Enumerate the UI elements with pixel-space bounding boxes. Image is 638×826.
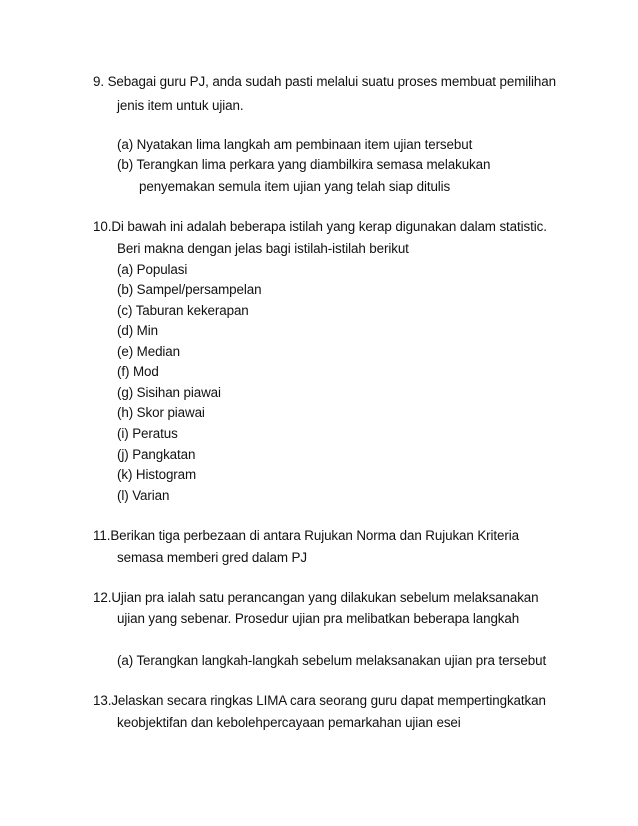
q13-line-2: keobjektifan dan kebolehpercayaan pemarkahan ujian esei [117, 715, 461, 730]
q10-item-e: (e) Median [117, 344, 181, 359]
q10-line-1: 10.Di bawah ini adalah beberapa istilah yang kerap digunakan dalam statistic. [93, 219, 547, 234]
q12-line-2: ujian yang sebenar. Prosedur ujian pra melibatkan beberapa langkah [117, 611, 520, 626]
q10-item-l: (l) Varian [117, 488, 170, 503]
q12-line-1: 12.Ujian pra ialah satu perancangan yang dilakukan sebelum melaksanakan [93, 590, 539, 605]
q9-part-a: (a) Nyatakan lima langkah am pembinaan item ujian tersebut [117, 137, 473, 152]
q10-line-2: Beri makna dengan jelas bagi istilah-istilah berikut [117, 241, 409, 256]
q10-item-g: (g) Sisihan piawai [117, 385, 221, 400]
q9-line-2: jenis item untuk ujian. [117, 98, 244, 113]
q10-item-k: (k) Histogram [117, 467, 197, 482]
q11-line-2: semasa memberi gred dalam PJ [117, 550, 307, 565]
q10-item-c: (c) Taburan kekerapan [117, 303, 249, 318]
q9-part-b-line-1: (b) Terangkan lima perkara yang diambilkira semasa melakukan [117, 157, 491, 172]
q13-line-1: 13.Jelaskan secara ringkas LIMA cara seorang guru dapat mempertingkatkan [93, 693, 546, 708]
q9-line-1: 9. Sebagai guru PJ, anda sudah pasti melalui suatu proses membuat pemilihan [93, 74, 556, 89]
q10-item-a: (a) Populasi [117, 262, 188, 277]
q10-item-i: (i) Peratus [117, 426, 178, 441]
q11-line-1: 11.Berikan tiga perbezaan di antara Rujukan Norma dan Rujukan Kriteria [93, 528, 519, 543]
q9-part-b-line-2: penyemakan semula item ujian yang telah siap ditulis [139, 179, 451, 194]
q10-item-f: (f) Mod [117, 364, 159, 379]
q10-item-d: (d) Min [117, 323, 158, 338]
q10-item-b: (b) Sampel/persampelan [117, 282, 262, 297]
q10-item-j: (j) Pangkatan [117, 447, 196, 462]
q10-item-h: (h) Skor piawai [117, 405, 205, 420]
q12-part-a: (a) Terangkan langkah-langkah sebelum melaksanakan ujian pra tersebut [117, 653, 547, 668]
